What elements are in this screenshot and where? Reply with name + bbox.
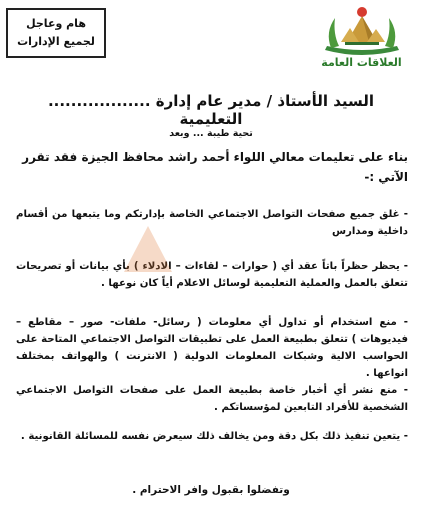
closing-line: وتفضلوا بقبول وافر الاحترام . bbox=[132, 484, 290, 496]
directive-item: - غلق جميع صفحات التواصل الاجتماعي الخاصة بإدارتكم وما يتبعها من أقسام داخلية ومدارس bbox=[16, 209, 408, 237]
addressee-title: السيد الأستاذ / مدير عام إدارة .................. التعليمية bbox=[47, 92, 375, 128]
urgent-label: هام وعاجل bbox=[26, 17, 86, 30]
directive-item: - يحظر حظراً باتاً عقد أي ( حوارات – لقاءات – الادلاء ) بأي بيانات أو تصريحات تتعلق بالعمل والعملية التعليمية لوسائل الاعلام أياً كان نوعها . bbox=[16, 261, 408, 289]
public-relations-caption: العلاقات العامة bbox=[321, 56, 402, 69]
urgent-notice-box bbox=[6, 8, 106, 58]
greeting-line: تحية طيبة ... وبعد bbox=[169, 128, 253, 139]
logo-block bbox=[309, 2, 414, 72]
directive-item: - منع نشر أي أخبار خاصة بطبيعة العمل على صفحات التواصل الاجتماعي الشخصية للأفراد التابعين لمؤسساتكم . bbox=[16, 385, 408, 413]
directive-item: - يتعين تنفيذ ذلك بكل دقة ومن يخالف ذلك سيعرض نفسه للمسائلة القانونية . bbox=[20, 431, 408, 442]
directorate-emblem-icon bbox=[317, 2, 407, 56]
intro-paragraph: بناء على تعليمات معالي اللواء أحمد راشد محافظ الجيزة فقد تقرر الآتي :- bbox=[22, 150, 408, 184]
directive-item: - منع استخدام أو تداول أي معلومات ( رسائل- ملفات- صور – مقاطع – فيديوهات ) تتعلق بطبيعة العمل على تطبيقات التواصل الاجتماعي المتاحة على الحواسب الالية وشبكات المعلومات الدولية ( الانترنت ) والهواتف بمختلف انواعها . bbox=[16, 317, 408, 379]
all-departments-label: لجميع الإدارات bbox=[17, 35, 95, 48]
